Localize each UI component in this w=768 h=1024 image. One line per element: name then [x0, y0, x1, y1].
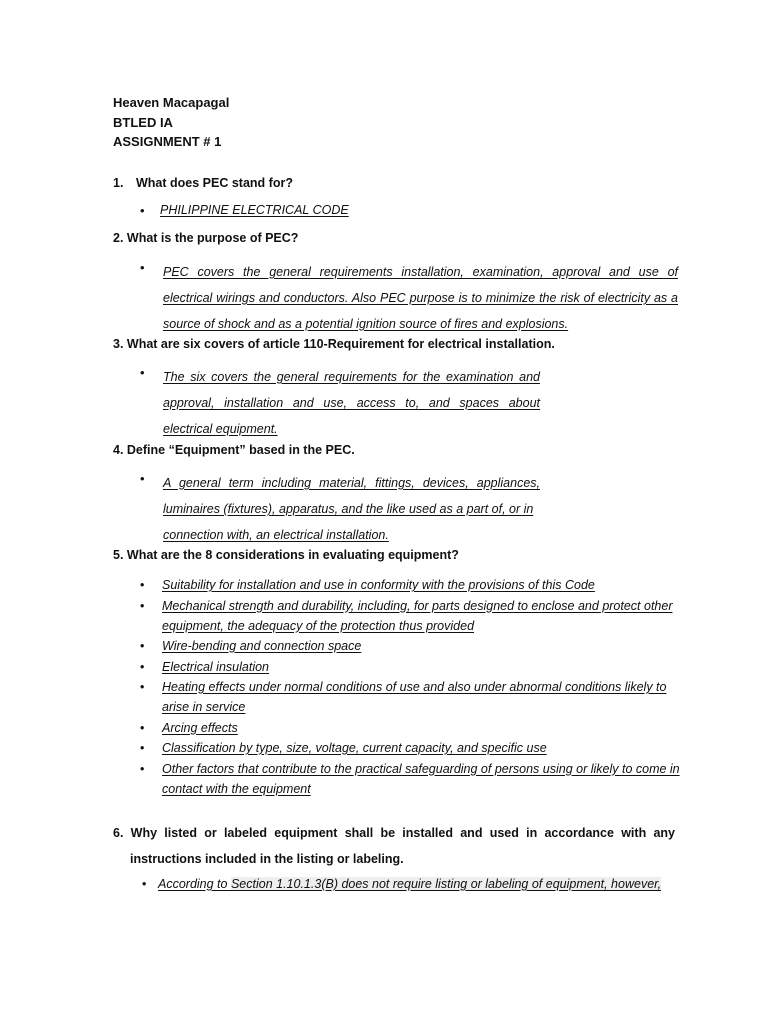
answer-6-highlight: Section 1.10.1.3(B) does not require listing or labeling of equipment, however, — [230, 877, 662, 891]
question-1-text: What does PEC stand for? — [136, 176, 293, 190]
answer-2-line-1: PEC covers the general requirements installation, examination, approval and use of — [163, 265, 678, 279]
question-6-line-1: 6. Why listed or labeled equipment shall be installed and used in accordance with any — [113, 826, 675, 840]
answer-4-line-1: A general term including material, fittings, devices, appliances, — [163, 476, 540, 490]
bullet-icon: • — [140, 203, 145, 218]
assignment-title: ASSIGNMENT # 1 — [113, 134, 222, 149]
answer-3-line-3: electrical equipment. — [163, 422, 278, 436]
list-item: • Classification by type, size, voltage, current capacity, and specific use — [140, 738, 680, 758]
answer-3 — [163, 364, 540, 442]
answer-4-line-2: luminaires (fixtures), apparatus, and the like used as a part of, or in — [163, 502, 534, 516]
question-5: 5. What are the 8 considerations in evaluating equipment? — [113, 548, 459, 562]
document-header — [113, 93, 229, 152]
question-6 — [113, 820, 675, 872]
bullet-icon: • — [140, 260, 145, 275]
answer-2-line-2: electrical wirings and conductors. Also PEC purpose is to minimize the risk of electricity as a — [163, 291, 678, 305]
question-1-number: 1. — [113, 176, 124, 190]
list-item: • Suitability for installation and use in conformity with the provisions of this Code — [140, 575, 680, 595]
considerations-list — [140, 575, 680, 799]
answer-3-line-1: The six covers the general requirements for the examination and — [163, 370, 540, 384]
bullet-icon: • — [140, 680, 145, 694]
answer-1: PHILIPPINE ELECTRICAL CODE — [160, 203, 349, 217]
answer-6 — [142, 877, 661, 891]
list-item: • Other factors that contribute to the practical safeguarding of persons using or likely to come in contact with the equipment — [140, 759, 680, 799]
bullet-icon: • — [142, 877, 147, 891]
bullet-icon: • — [140, 598, 145, 613]
bullet-icon: • — [140, 761, 145, 776]
question-2: 2. What is the purpose of PEC? — [113, 231, 299, 245]
bullet-icon: • — [140, 741, 145, 755]
answer-3-line-2: approval, installation and use, access to, and spaces about — [163, 396, 540, 410]
student-name: Heaven Macapagal — [113, 95, 230, 110]
answer-4 — [163, 470, 540, 548]
bullet-icon: • — [140, 659, 145, 674]
course-name: BTLED IA — [113, 114, 173, 130]
list-item: • Wire-bending and connection space — [140, 636, 680, 656]
question-6-line-2: instructions included in the listing or labeling. — [130, 852, 404, 866]
question-3: 3. What are six covers of article 110-Requirement for electrical installation. — [113, 337, 555, 351]
bullet-icon: • — [140, 639, 145, 653]
bullet-icon: • — [140, 578, 145, 592]
list-item: • Arcing effects — [140, 718, 680, 738]
list-item: • Mechanical strength and durability, including, for parts designed to enclose and protect other equipment, the adequacy of the protection thus provided — [140, 596, 680, 636]
bullet-icon: • — [140, 471, 145, 486]
answer-6-prefix: According to — [158, 877, 231, 891]
list-item: • Electrical insulation — [140, 657, 680, 677]
list-item: • Heating effects under normal conditions of use and also under abnormal conditions likely to arise in service — [140, 677, 680, 717]
bullet-icon: • — [140, 365, 145, 380]
answer-2-line-3: source of shock and as a potential ignition source of fires and explosions. — [163, 317, 569, 331]
question-4: 4. Define “Equipment” based in the PEC. — [113, 443, 355, 457]
answer-2 — [163, 259, 678, 337]
question-1 — [113, 176, 293, 190]
answer-4-line-3: connection with, an electrical installation. — [163, 528, 389, 542]
bullet-icon: • — [140, 720, 145, 735]
